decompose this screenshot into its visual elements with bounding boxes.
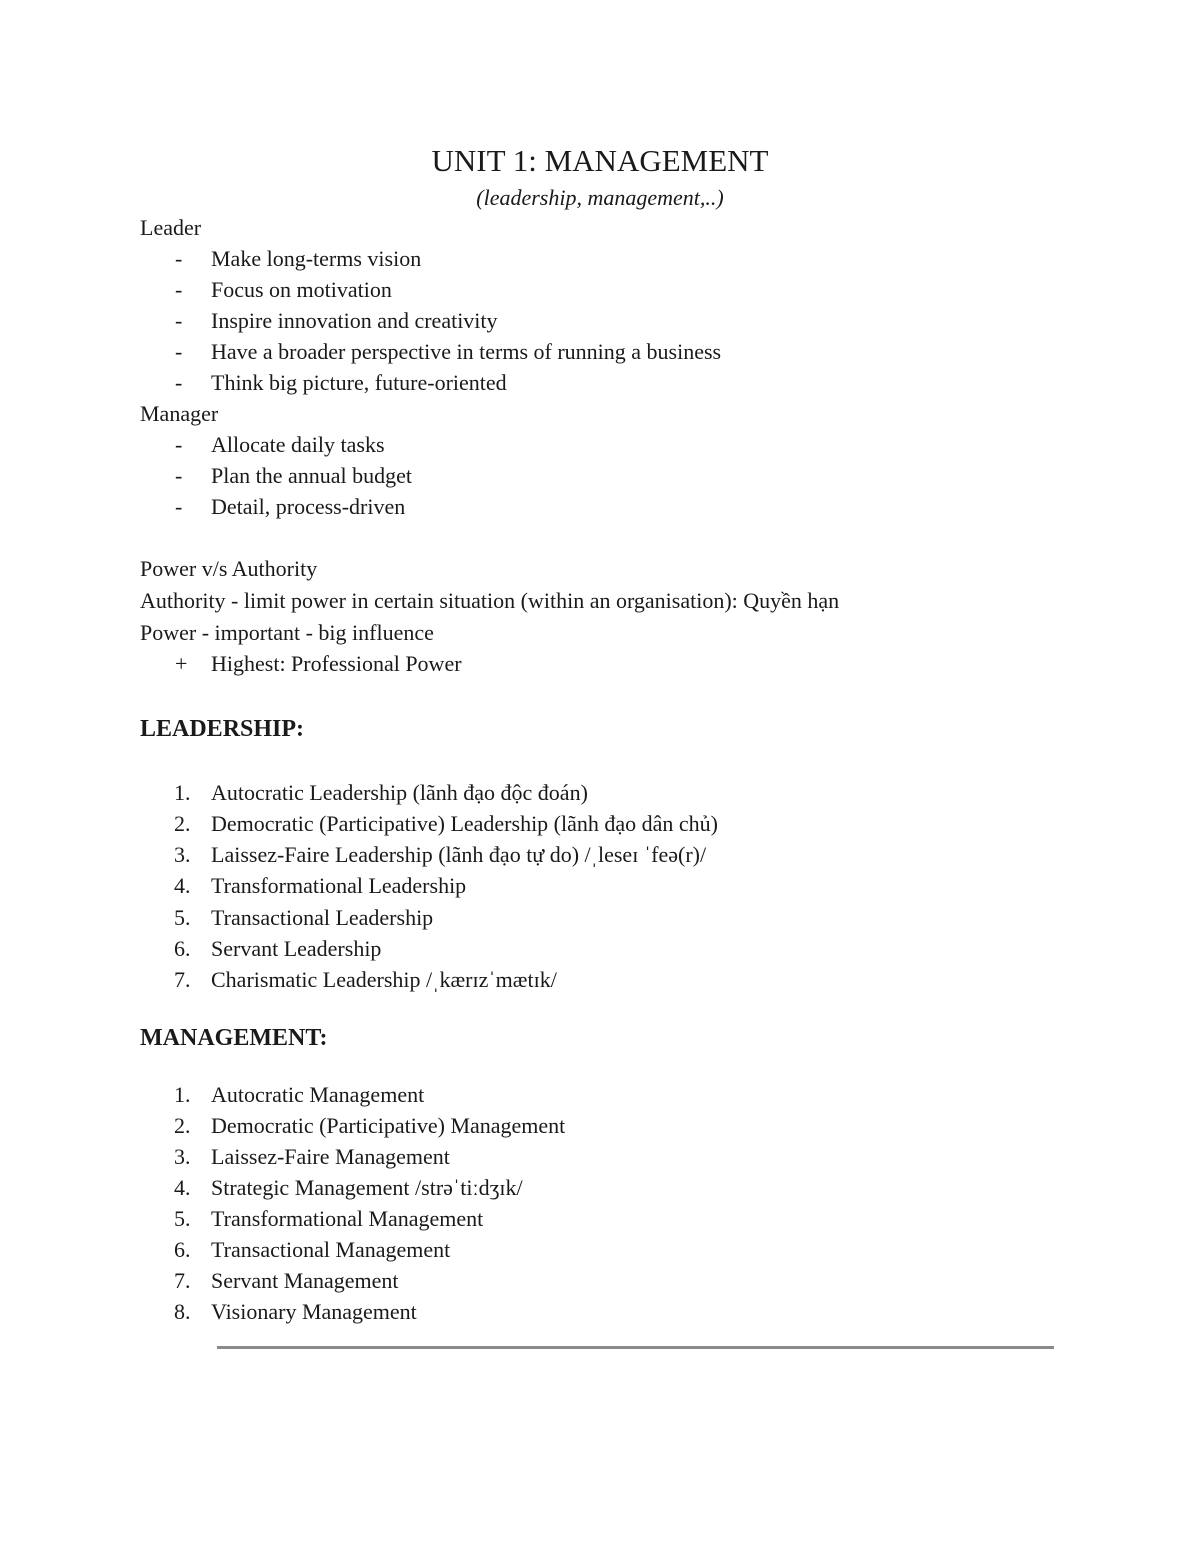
- list-number: 7.: [174, 967, 191, 992]
- list-item-text: Transformational Management: [211, 1206, 484, 1231]
- list-item-text: Have a broader perspective in terms of running a business: [211, 339, 722, 364]
- list-item-text: Allocate daily tasks: [211, 432, 385, 457]
- list-item-text: Laissez-Faire Leadership (lãnh đạo tự do) /ˌleseɪ ˈfeə(r)/: [211, 842, 707, 867]
- dash-bullet: -: [175, 432, 183, 457]
- page-subtitle: (leadership, management,..): [476, 185, 724, 210]
- leader-label: Leader: [140, 215, 202, 240]
- dash-bullet: -: [175, 246, 183, 271]
- authority-definition: Authority - limit power in certain situation (within an organisation): Quyền hạn: [140, 588, 840, 613]
- list-item-text: Make long-terms vision: [211, 246, 422, 271]
- leadership-heading: LEADERSHIP:: [140, 716, 305, 742]
- list-item-text: Transformational Leadership: [211, 873, 467, 898]
- list-item-text: Democratic (Participative) Management: [211, 1113, 566, 1138]
- power-heading: Power v/s Authority: [140, 556, 318, 581]
- list-item-text: Strategic Management /strəˈtiːdʒɪk/: [211, 1175, 523, 1200]
- page-title: UNIT 1: MANAGEMENT: [431, 143, 769, 178]
- horizontal-divider: [217, 1346, 1054, 1349]
- list-item-text: Focus on motivation: [211, 277, 392, 302]
- dash-bullet: -: [175, 339, 183, 364]
- list-item-text: Autocratic Management: [211, 1082, 425, 1107]
- dash-bullet: -: [175, 494, 183, 519]
- list-number: 6.: [174, 1237, 191, 1262]
- list-number: 3.: [174, 1144, 191, 1169]
- list-item-text: Democratic (Participative) Leadership (lãnh đạo dân chủ): [211, 811, 718, 836]
- list-item-text: Autocratic Leadership (lãnh đạo độc đoán): [211, 780, 588, 805]
- manager-label: Manager: [140, 401, 219, 426]
- list-item-text: Visionary Management: [211, 1299, 417, 1324]
- list-number: 6.: [174, 936, 191, 961]
- list-number: 8.: [174, 1299, 191, 1324]
- power-definition: Power - important - big influence: [140, 620, 434, 645]
- list-item-text: Detail, process-driven: [211, 494, 406, 519]
- dash-bullet: -: [175, 463, 183, 488]
- list-item-text: Plan the annual budget: [211, 463, 413, 488]
- list-item-text: Highest: Professional Power: [211, 651, 462, 676]
- list-item-text: Transactional Leadership: [211, 905, 434, 930]
- list-item-text: Charismatic Leadership /ˌkærɪzˈmætɪk/: [211, 967, 557, 992]
- list-item-text: Servant Management: [211, 1268, 399, 1293]
- list-number: 1.: [174, 780, 191, 805]
- list-number: 3.: [174, 842, 191, 867]
- list-number: 5.: [174, 1206, 191, 1231]
- list-number: 2.: [174, 1113, 191, 1138]
- list-number: 7.: [174, 1268, 191, 1293]
- list-number: 4.: [174, 873, 191, 898]
- list-number: 5.: [174, 905, 191, 930]
- list-item-text: Laissez-Faire Management: [211, 1144, 450, 1169]
- list-number: 4.: [174, 1175, 191, 1200]
- list-number: 2.: [174, 811, 191, 836]
- list-item-text: Servant Leadership: [211, 936, 382, 961]
- list-item-text: Think big picture, future-oriented: [211, 370, 507, 395]
- dash-bullet: -: [175, 370, 183, 395]
- list-item-text: Transactional Management: [211, 1237, 451, 1262]
- management-heading: MANAGEMENT:: [140, 1025, 328, 1051]
- dash-bullet: -: [175, 308, 183, 333]
- dash-bullet: -: [175, 277, 183, 302]
- list-item-text: Inspire innovation and creativity: [211, 308, 498, 333]
- list-number: 1.: [174, 1082, 191, 1107]
- plus-bullet: +: [175, 651, 188, 676]
